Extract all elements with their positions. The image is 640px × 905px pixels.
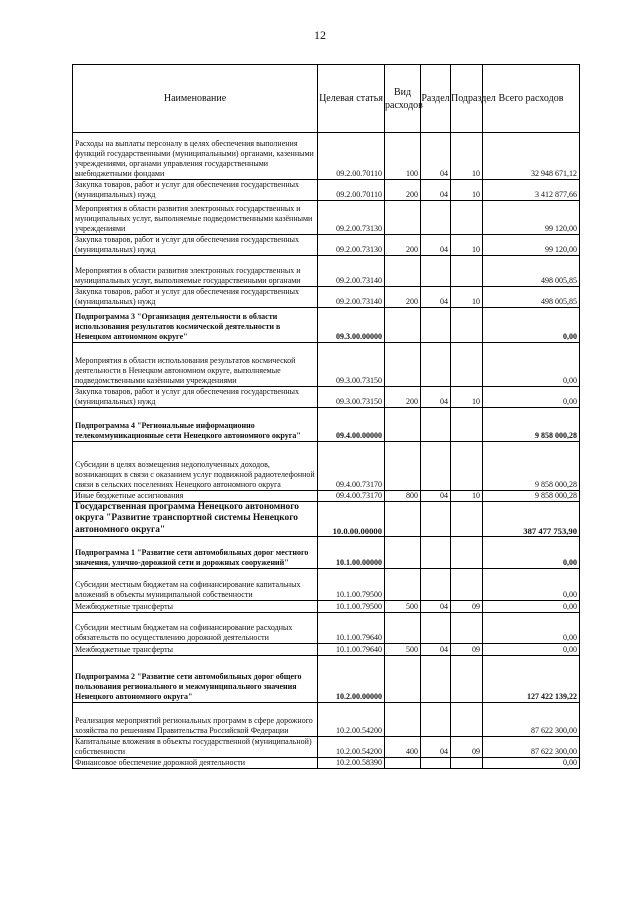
expense-type-cell: 200: [385, 180, 421, 201]
subsection-cell: [451, 256, 483, 287]
section-cell: 04: [421, 133, 451, 180]
subsection-cell: 09: [451, 601, 483, 613]
table-row: [73, 569, 580, 601]
row-name-cell: Закупка товаров, работ и услуг для обеспечения государственных (муниципальных) нужд: [73, 387, 318, 408]
table-body: [73, 133, 580, 769]
section-cell: [421, 656, 451, 703]
page-number: 12: [314, 28, 326, 42]
total-cell: 9 858 000,28: [483, 408, 580, 442]
subsection-cell: 10: [451, 180, 483, 201]
table-row: [73, 343, 580, 387]
total-cell: 127 422 139,22: [483, 656, 580, 703]
total-cell: 387 477 753,90: [483, 502, 580, 537]
table-row: [73, 613, 580, 644]
total-cell: 9 858 000,28: [483, 491, 580, 502]
row-name-cell: Капитальные вложения в объекты государственной (муниципальной) собственности: [73, 737, 318, 758]
subsection-cell: 09: [451, 644, 483, 656]
subsection-cell: 10: [451, 387, 483, 408]
expense-type-cell: 200: [385, 287, 421, 308]
header-total: Всего расходов: [483, 65, 580, 133]
table-row: [73, 502, 580, 537]
expense-type-cell: [385, 201, 421, 235]
subsection-cell: [451, 502, 483, 537]
target-article-cell: 09.3.00.73150: [318, 343, 385, 387]
section-cell: 04: [421, 180, 451, 201]
header-target-article: Целевая статья: [318, 65, 385, 133]
row-name-cell: Закупка товаров, работ и услуг для обеспечения государственных (муниципальных) нужд: [73, 180, 318, 201]
table-row: [73, 656, 580, 703]
target-article-cell: 09.2.00.73140: [318, 256, 385, 287]
target-article-cell: 10.2.00.54200: [318, 703, 385, 737]
row-name-cell: Финансовое обеспечение дорожной деятельности: [73, 758, 318, 769]
row-name-cell: Субсидии местным бюджетам на софинансирование расходных обязательств по осуществлению дорожной деятельности: [73, 613, 318, 644]
row-name-cell: Межбюджетные трансферты: [73, 644, 318, 656]
target-article-cell: 09.3.00.73150: [318, 387, 385, 408]
table-row: [73, 442, 580, 491]
table-row: [73, 180, 580, 201]
total-cell: 0,00: [483, 537, 580, 569]
total-cell: 87 622 300,00: [483, 737, 580, 758]
target-article-cell: 09.2.00.70110: [318, 133, 385, 180]
target-article-cell: 09.2.00.70110: [318, 180, 385, 201]
total-cell: 0,00: [483, 343, 580, 387]
header-subsection: Подраздел: [451, 65, 483, 133]
subsection-cell: [451, 308, 483, 343]
subsection-cell: [451, 656, 483, 703]
section-cell: [421, 613, 451, 644]
section-cell: 04: [421, 287, 451, 308]
expense-type-cell: [385, 656, 421, 703]
table-row: [73, 256, 580, 287]
table-row: [73, 387, 580, 408]
target-article-cell: 10.1.00.79640: [318, 613, 385, 644]
total-cell: 0,00: [483, 758, 580, 769]
header-section: Раздел: [421, 65, 451, 133]
section-cell: [421, 256, 451, 287]
expense-type-cell: [385, 758, 421, 769]
row-name-cell: Мероприятия в области развития электронных государственных и муниципальных услуг, выполняемые государственными органами: [73, 256, 318, 287]
expense-type-cell: [385, 502, 421, 537]
expense-type-cell: [385, 537, 421, 569]
section-cell: 04: [421, 644, 451, 656]
table-row: [73, 287, 580, 308]
table-row: [73, 235, 580, 256]
subsection-cell: [451, 201, 483, 235]
table-row: [73, 308, 580, 343]
row-name-cell: Межбюджетные трансферты: [73, 601, 318, 613]
total-cell: 0,00: [483, 308, 580, 343]
header-name: Наименование: [73, 65, 318, 133]
section-cell: [421, 537, 451, 569]
table-row: [73, 537, 580, 569]
row-name-cell: Подпрограмма 2 "Развитие сети автомобильных дорог общего пользования регионального и межмуниципального значения Ненецкого автономного округа": [73, 656, 318, 703]
table-row: [73, 133, 580, 180]
expense-type-cell: 200: [385, 235, 421, 256]
subsection-cell: [451, 703, 483, 737]
row-name-cell: Мероприятия в области развития электронных государственных и муниципальных услуг, выполняемые подведомственными казёнными учреждениями: [73, 201, 318, 235]
total-cell: 0,00: [483, 644, 580, 656]
section-cell: [421, 703, 451, 737]
target-article-cell: 09.3.00.00000: [318, 308, 385, 343]
expense-type-cell: [385, 613, 421, 644]
total-cell: 498 005,85: [483, 287, 580, 308]
section-cell: [421, 569, 451, 601]
row-name-cell: Субсидии в целях возмещения недополученных доходов, возникающих в связи с оказанием услуг подвижной радиотелефонной связи в сельских поселениях Ненецкого автономного округа: [73, 442, 318, 491]
table-row: [73, 758, 580, 769]
budget-table: [72, 64, 580, 769]
table-row: [73, 644, 580, 656]
total-cell: 99 120,00: [483, 235, 580, 256]
row-name-cell: Подпрограмма 4 "Региональные информационно телекоммуникационные сети Ненецкого автономного округа": [73, 408, 318, 442]
total-cell: 87 622 300,00: [483, 703, 580, 737]
target-article-cell: 09.2.00.73130: [318, 201, 385, 235]
subsection-cell: [451, 758, 483, 769]
total-cell: 9 858 000,28: [483, 442, 580, 491]
subsection-cell: 09: [451, 737, 483, 758]
section-cell: 04: [421, 737, 451, 758]
section-cell: [421, 343, 451, 387]
expense-type-cell: 500: [385, 601, 421, 613]
row-name-cell: Реализация мероприятий региональных программ в сфере дорожного хозяйства по решениям Правительства Российской Федерации: [73, 703, 318, 737]
table-row: [73, 601, 580, 613]
subsection-cell: 10: [451, 235, 483, 256]
target-article-cell: 09.2.00.73130: [318, 235, 385, 256]
total-cell: 0,00: [483, 387, 580, 408]
target-article-cell: 09.4.00.73170: [318, 491, 385, 502]
section-cell: [421, 502, 451, 537]
target-article-cell: 09.4.00.00000: [318, 408, 385, 442]
table-header-row: [73, 65, 580, 133]
target-article-cell: 10.1.00.79640: [318, 644, 385, 656]
section-cell: 04: [421, 491, 451, 502]
subsection-cell: [451, 569, 483, 601]
subsection-cell: [451, 408, 483, 442]
target-article-cell: 09.2.00.73140: [318, 287, 385, 308]
row-name-cell: Подпрограмма 1 "Развитие сети автомобильных дорог местного значения, улично-дорожной сети и дорожных сооружений": [73, 537, 318, 569]
expense-type-cell: 100: [385, 133, 421, 180]
subsection-cell: [451, 343, 483, 387]
row-name-cell: Мероприятия в области использования результатов космической деятельности в Ненецком автономном округе, выполняемые подведомственными казёнными учреждениями: [73, 343, 318, 387]
subsection-cell: 10: [451, 133, 483, 180]
target-article-cell: 10.2.00.54200: [318, 737, 385, 758]
row-name-cell: Иные бюджетные ассигнования: [73, 491, 318, 502]
target-article-cell: 10.2.00.00000: [318, 656, 385, 703]
section-cell: [421, 442, 451, 491]
subsection-cell: [451, 537, 483, 569]
section-cell: [421, 201, 451, 235]
subsection-cell: 10: [451, 491, 483, 502]
table-row: [73, 703, 580, 737]
subsection-cell: 10: [451, 287, 483, 308]
expense-type-cell: [385, 442, 421, 491]
expense-type-cell: [385, 256, 421, 287]
expense-type-cell: [385, 343, 421, 387]
target-article-cell: 10.1.00.79500: [318, 569, 385, 601]
row-name-cell: Подпрограмма 3 "Организация деятельности в области использования результатов космической деятельности в Ненецком автономном округе": [73, 308, 318, 343]
row-name-cell: Расходы на выплаты персоналу в целях обеспечения выполнения функций государственными (муниципальными) органами, казенными учреждениями, органами управления государственными внебюджетными фондами: [73, 133, 318, 180]
header-expense-type: Вид расходов: [385, 65, 421, 133]
section-cell: 04: [421, 235, 451, 256]
row-name-cell: Закупка товаров, работ и услуг для обеспечения государственных (муниципальных) нужд: [73, 287, 318, 308]
table-row: [73, 408, 580, 442]
table-row: [73, 201, 580, 235]
total-cell: 32 948 671,12: [483, 133, 580, 180]
section-cell: [421, 308, 451, 343]
expense-type-cell: 500: [385, 644, 421, 656]
total-cell: 99 120,00: [483, 201, 580, 235]
expense-type-cell: 400: [385, 737, 421, 758]
expense-type-cell: [385, 408, 421, 442]
row-name-cell: Государственная программа Ненецкого автономного округа "Развитие транспортной системы Ненецкого автономного округа": [73, 502, 318, 537]
section-cell: [421, 758, 451, 769]
total-cell: 498 005,85: [483, 256, 580, 287]
expense-type-cell: [385, 308, 421, 343]
row-name-cell: Субсидии местным бюджетам на софинансирование капитальных вложений в объекты муниципальной собственности: [73, 569, 318, 601]
section-cell: 04: [421, 387, 451, 408]
table-row: [73, 737, 580, 758]
target-article-cell: 10.0.00.00000: [318, 502, 385, 537]
total-cell: 3 412 877,66: [483, 180, 580, 201]
target-article-cell: 09.4.00.73170: [318, 442, 385, 491]
expense-type-cell: [385, 703, 421, 737]
expense-type-cell: [385, 569, 421, 601]
section-cell: [421, 408, 451, 442]
subsection-cell: [451, 613, 483, 644]
expense-type-cell: 800: [385, 491, 421, 502]
target-article-cell: 10.1.00.00000: [318, 537, 385, 569]
total-cell: 0,00: [483, 601, 580, 613]
total-cell: 0,00: [483, 569, 580, 601]
target-article-cell: 10.1.00.79500: [318, 601, 385, 613]
total-cell: 0,00: [483, 613, 580, 644]
target-article-cell: 10.2.00.58390: [318, 758, 385, 769]
table-row: [73, 491, 580, 502]
expense-type-cell: 200: [385, 387, 421, 408]
section-cell: 04: [421, 601, 451, 613]
row-name-cell: Закупка товаров, работ и услуг для обеспечения государственных (муниципальных) нужд: [73, 235, 318, 256]
subsection-cell: [451, 442, 483, 491]
